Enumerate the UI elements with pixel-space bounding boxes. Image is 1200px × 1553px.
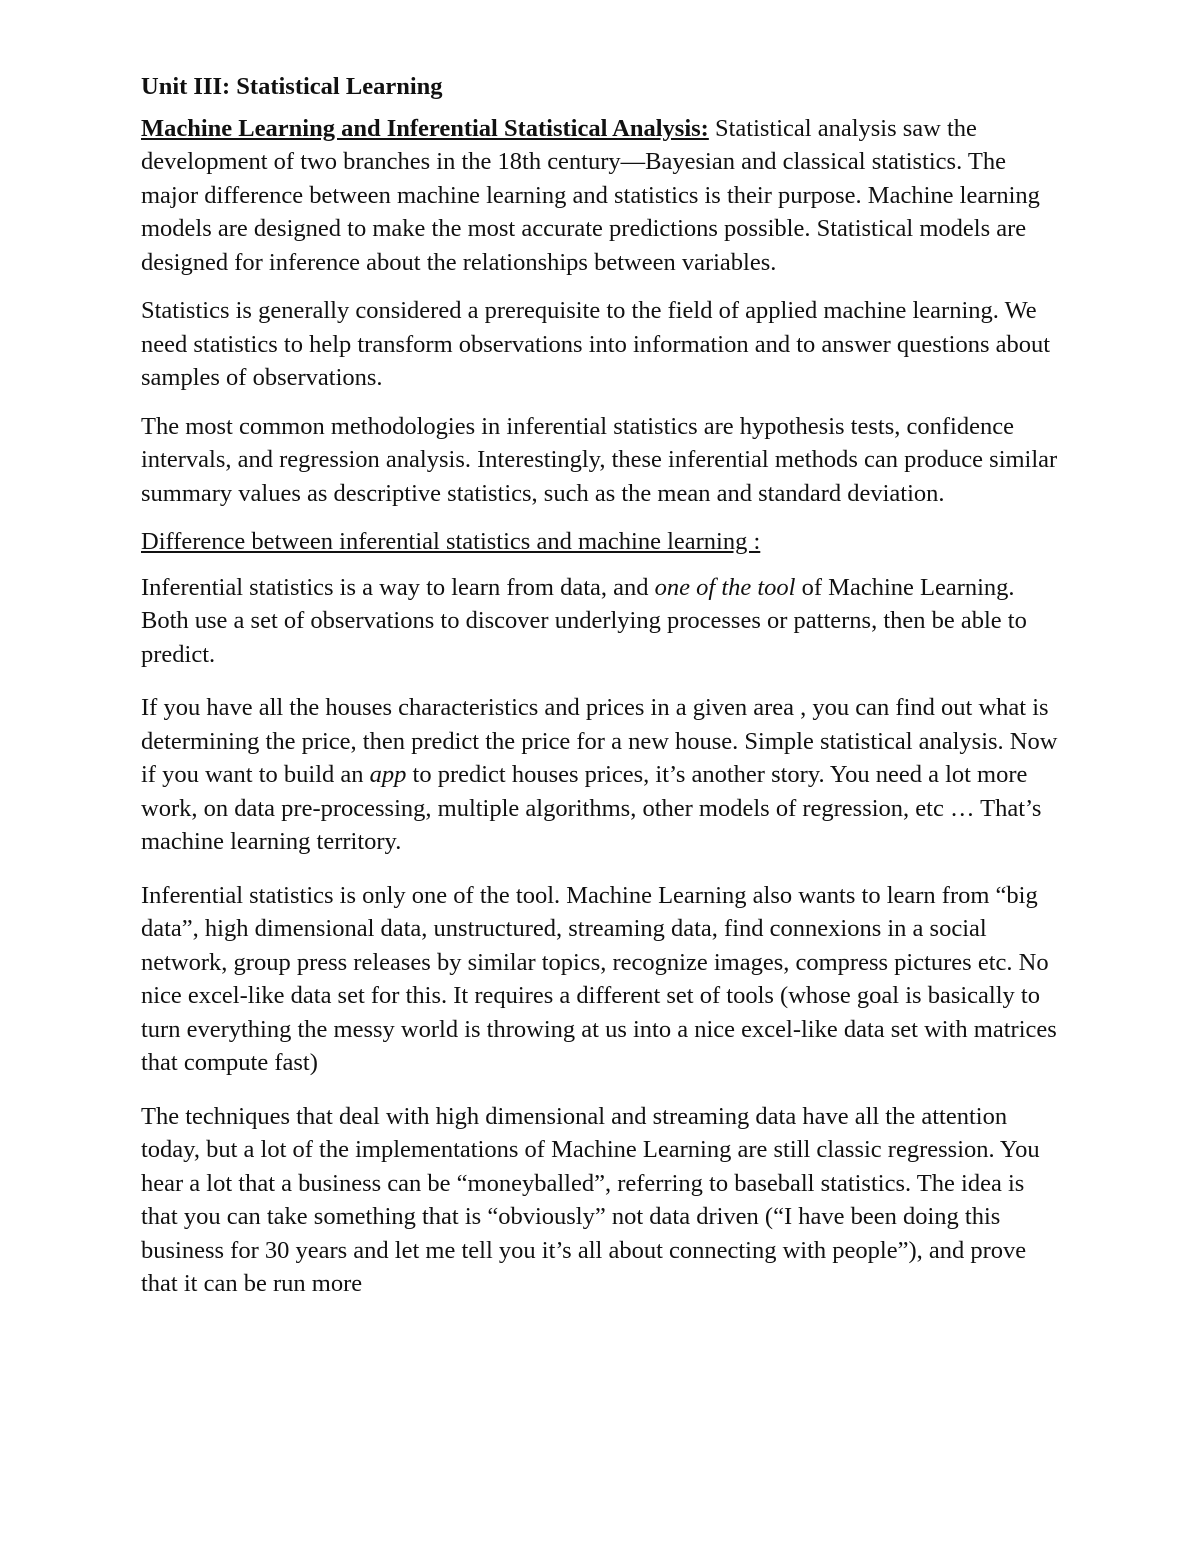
document-page — [141, 70, 1061, 1316]
paragraph-houses-example — [141, 691, 1061, 859]
paragraph-prerequisite: Statistics is generally considered a prerequisite to the field of applied machine learning. We need statistics to help transform observations into information and to answer questions about samples of observations. — [141, 297, 1051, 391]
paragraph-houses-example-text-b: to predict houses prices, it’s another story. You need a lot more work, on data pre-processing, multiple algorithms, other models of regression, etc … That’s machine learning territory. — [141, 761, 1042, 855]
paragraph-learn-from-data-text-b: of Machine Learning. Both use a set of observations to discover underlying processes or patterns, then be able to predict. — [141, 573, 1027, 668]
paragraph-intro-text: Statistical analysis saw the development of two branches in the 18th century—Bayesian and classical statistics. The major difference between machine learning and statistics is their purpose. Machine learning models are designed to make the most accurate predictions possible. Statistical models are designed for inference about the relationships between variables. — [141, 114, 1040, 276]
page-title: Unit III: Statistical Learning — [141, 73, 443, 100]
paragraph-houses-example-text-a: If you have all the houses characteristics and prices in a given area , you can find out what is determining the price, then predict the price for a new house. Simple statistical analysis. Now if you want to build an — [141, 694, 1058, 788]
section-heading-difference: Difference between inferential statistics and machine learning : — [141, 528, 761, 555]
paragraph-big-data: Inferential statistics is only one of the tool. Machine Learning also wants to learn from “big data”, high dimensional data, unstructured, streaming data, find connexions in a social network, group press releases by similar topics, recognize images, compress pictures etc. No nice excel-like data set for this. It requires a different set of tools (whose goal is basically to turn everything the messy world is throwing at us into a nice excel-like data set with matrices that compute fast) — [141, 881, 1057, 1076]
emphasis-app: app — [369, 761, 407, 788]
emphasis-one-of-the-tool: one of the tool — [654, 573, 796, 601]
paragraph-methodologies: The most common methodologies in inferential statistics are hypothesis tests, confidence intervals, and regression analysis. Interestingly, these inferential methods can produce similar summary values as descriptive statistics, such as the mean and standard deviation. — [141, 412, 1058, 507]
section-heading-ml-inferential: Machine Learning and Inferential Statistical Analysis: — [141, 114, 709, 142]
paragraph-techniques: The techniques that deal with high dimensional and streaming data have all the attention today, but a lot of the implementations of Machine Learning are still classic regression. You hear a lot that a business can be “moneyballed”, referring to baseball statistics. The idea is that you can take something that is “obviously” not data driven (“I have been doing this business for 30 years and let me tell you it’s all about connecting with people”), and prove that it can be run more — [141, 1102, 1040, 1297]
paragraph-intro — [141, 112, 1061, 280]
paragraph-learn-from-data — [141, 571, 1061, 672]
paragraph-learn-from-data-text-a: Inferential statistics is a way to learn from data, and — [141, 573, 655, 601]
